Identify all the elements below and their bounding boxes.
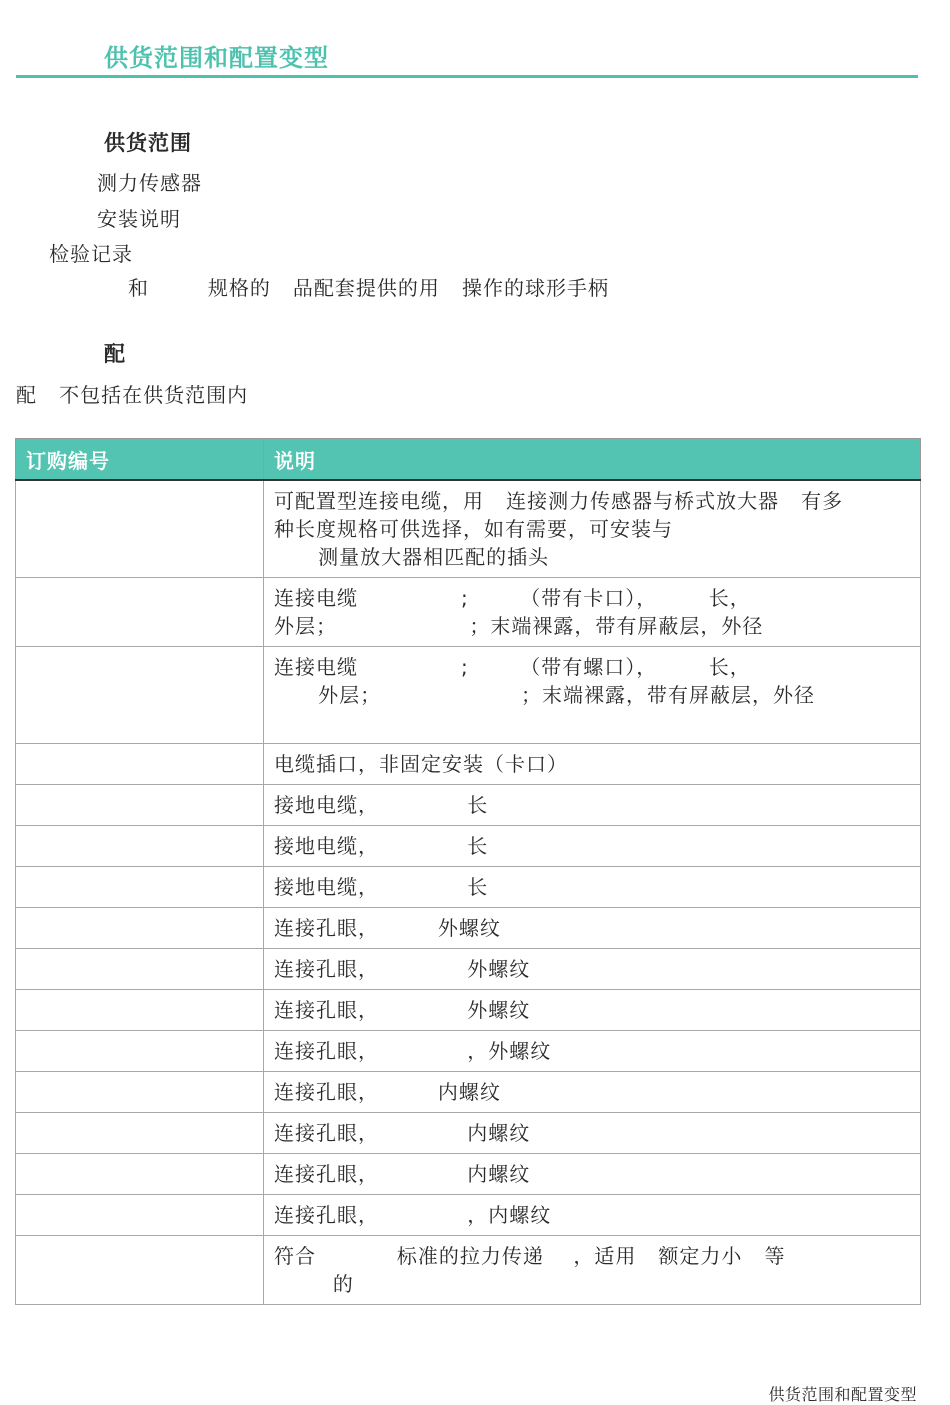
order-number-cell <box>16 578 264 647</box>
scope-item-handle: 和 规格的 品配套提供的用 操作的球形手柄 <box>128 276 610 300</box>
table-row <box>16 647 921 744</box>
description-cell: 连接电缆 ; （带有卡口）， 长， 外层； ；末端裸露，带有屏蔽层，外径 <box>264 578 921 647</box>
description-cell: 连接孔眼， ，外螺纹 <box>264 1031 921 1072</box>
description-cell: 连接孔眼， 外螺纹 <box>264 990 921 1031</box>
config-heading: 配 <box>104 342 126 366</box>
table-row <box>16 949 921 990</box>
order-number-cell <box>16 990 264 1031</box>
table-row <box>16 480 921 578</box>
scope-heading: 供货范围 <box>104 131 192 155</box>
description-cell: 接地电缆， 长 <box>264 867 921 908</box>
table-row <box>16 990 921 1031</box>
order-table <box>15 438 921 1305</box>
col-header-order-number: 订购编号 <box>16 439 264 481</box>
page-title: 供货范围和配置变型 <box>104 44 329 72</box>
table-row <box>16 1031 921 1072</box>
table-row <box>16 826 921 867</box>
order-number-cell <box>16 785 264 826</box>
scope-item-inspection-record: 检验记录 <box>49 242 133 266</box>
table-header-row <box>16 439 921 481</box>
order-number-cell <box>16 1072 264 1113</box>
order-number-cell <box>16 1113 264 1154</box>
table-row <box>16 867 921 908</box>
table-row <box>16 1236 921 1305</box>
description-cell: 电缆插口，非固定安装（卡口） <box>264 744 921 785</box>
order-number-cell <box>16 1031 264 1072</box>
table-row <box>16 578 921 647</box>
description-cell: 连接孔眼， 内螺纹 <box>264 1113 921 1154</box>
scope-item-install-guide: 安装说明 <box>97 207 181 231</box>
title-divider <box>16 75 918 78</box>
description-cell: 接地电缆， 长 <box>264 826 921 867</box>
description-cell: 符合 标准的拉力传递 ，适用 额定力小 等 的 <box>264 1236 921 1305</box>
description-cell: 连接电缆 ; （带有螺口）， 长， 外层； ；末端裸露，带有屏蔽层，外径 <box>264 647 921 744</box>
description-cell: 接地电缆， 长 <box>264 785 921 826</box>
order-number-cell <box>16 480 264 578</box>
order-number-cell <box>16 908 264 949</box>
order-number-cell <box>16 744 264 785</box>
table-row <box>16 785 921 826</box>
description-cell: 连接孔眼， 外螺纹 <box>264 949 921 990</box>
order-number-cell <box>16 1154 264 1195</box>
table-row <box>16 1113 921 1154</box>
table-row <box>16 1195 921 1236</box>
description-cell: 可配置型连接电缆，用 连接测力传感器与桥式放大器 有多 种长度规格可供选择，如有需要，可安装与 测量放大器相匹配的插头 <box>264 480 921 578</box>
order-number-cell <box>16 867 264 908</box>
col-header-description: 说明 <box>264 439 921 481</box>
description-cell: 连接孔眼， 内螺纹 <box>264 1072 921 1113</box>
scope-item-load-cell: 测力传感器 <box>97 171 202 195</box>
config-note: 配 不包括在供货范围内 <box>16 383 249 407</box>
table-row <box>16 908 921 949</box>
order-number-cell <box>16 647 264 744</box>
order-number-cell <box>16 949 264 990</box>
order-number-cell <box>16 826 264 867</box>
description-cell: 连接孔眼， 内螺纹 <box>264 1154 921 1195</box>
page-footer: 供货范围和配置变型 <box>768 1385 917 1404</box>
table-row <box>16 744 921 785</box>
description-cell: 连接孔眼， 外螺纹 <box>264 908 921 949</box>
table-row <box>16 1154 921 1195</box>
order-number-cell <box>16 1195 264 1236</box>
table-row <box>16 1072 921 1113</box>
order-number-cell <box>16 1236 264 1305</box>
description-cell: 连接孔眼， ，内螺纹 <box>264 1195 921 1236</box>
